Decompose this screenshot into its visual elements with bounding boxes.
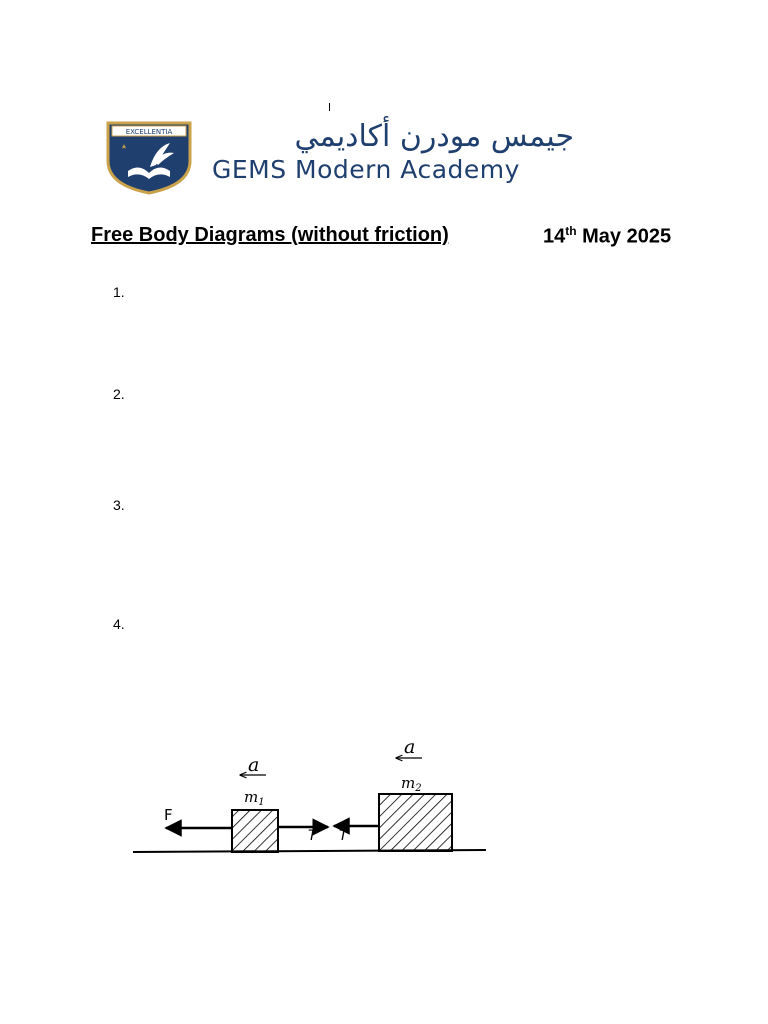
question-number-2: 2.	[113, 386, 125, 402]
worksheet-date: 14th May 2025	[543, 224, 672, 248]
crest-motto: EXCELLENTIA	[125, 128, 173, 136]
question-number-4: 4.	[113, 616, 125, 632]
accel-label-m1: a	[248, 754, 260, 776]
mass-label-m2: $m_2$	[401, 774, 422, 794]
block-m1	[232, 810, 278, 852]
question-number-1: 1.	[113, 284, 125, 300]
mass-label-m1: $m_1$	[244, 788, 265, 808]
school-name: GEMS Modern Academy	[212, 155, 520, 184]
two-block-diagram	[128, 728, 492, 878]
force-label: F	[164, 806, 173, 824]
school-name-arabic: جيمس مودرن أكاديمي	[294, 119, 574, 154]
tension-label-left: T	[308, 828, 317, 844]
worksheet-title: Free Body Diagrams (without friction)	[91, 224, 449, 246]
accel-label-m2: a	[404, 736, 416, 758]
tension-label-right: T	[339, 828, 348, 844]
block-m2	[379, 794, 452, 851]
school-crest-logo	[104, 121, 194, 195]
stray-mark	[329, 103, 330, 111]
question-number-3: 3.	[113, 497, 125, 513]
